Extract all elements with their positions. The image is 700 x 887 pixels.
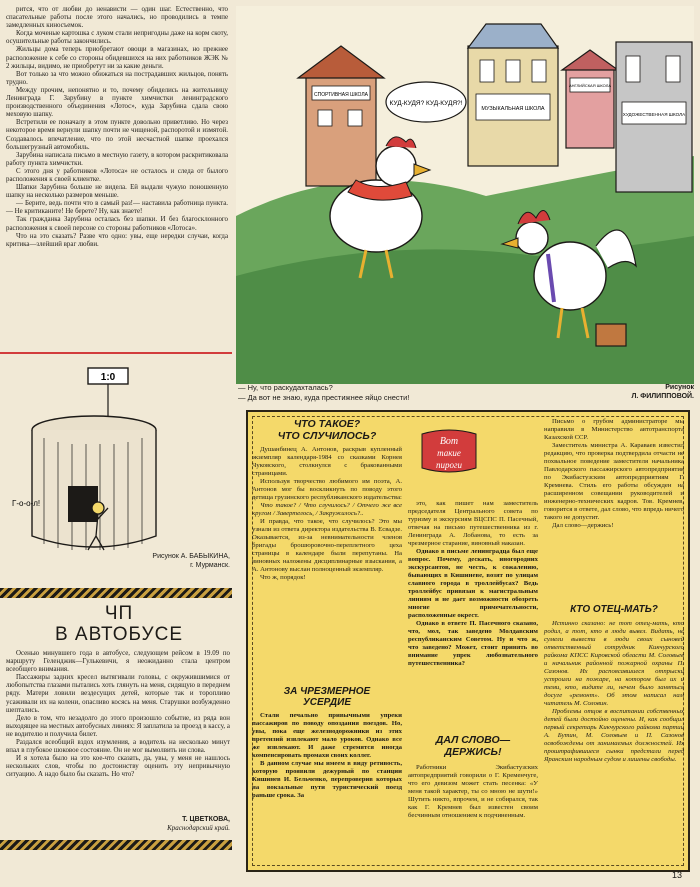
art-school-building — [616, 42, 692, 192]
paragraph: В данном случае мы имеем в виду ретивость, которую проявили дежурный по станции Кишинев И. Бельченко, перепроверив которых на вокзальные пути туристический поезд раньше срока. За — [252, 760, 402, 799]
hen-rooster-cartoon — [236, 6, 694, 384]
heading-usredie: ЗА ЧРЕЗМЕРНОЕ УСЕРДИЕ — [283, 686, 371, 708]
speech-bubble-text: КУД-КУДЯ? КУД-КУДЯ?! — [389, 100, 463, 107]
paragraph: Дал слово—держись! — [552, 522, 614, 529]
svg-text:МУЗЫКАЛЬНАЯ ШКОЛА: МУЗЫКАЛЬНАЯ ШКОЛА — [481, 106, 545, 112]
paragraph: — Берите, ведь почти что в самый раз!— наставила работница пункта.— Не критиканите! Не берете? Ну, как знаете! — [6, 200, 228, 216]
heading-dal-slovo: ДАЛ СЛОВО— ДЕРЖИСЬ! — [435, 734, 511, 758]
english-school-building — [562, 50, 618, 148]
music-school-building — [468, 24, 558, 166]
paragraph: Проблемы отцов в воспитании собственных детей были достойно оценены. И, как сообщил первый секретарь Кикчурского райкома партии А. Бутин, М. Соловьев и П. Сазонов освобождены от занимаемых должностей. Их проштрафившиеся сынки предстали перед Яранским народным судом и лишены свободы. — [544, 708, 684, 763]
paragraph: Работники Экибастузских автопредприятий говорили о Г. Кременчуге, что его девизом может стать песенка: «У меня такой характер, ты со мною не шути!» Шутить никто, впрочем, и не собирался, так как Г. Кремнев был известен своим бесчинным отношением к подчиненным. — [408, 764, 538, 819]
cartoon-dialog: — Ну, что раскудахталась? — Да вот не знаю, куда престижнее яйцо снести! — [238, 383, 410, 402]
heading-chto-takoe: ЧТО ТАКОЕ? ЧТО СЛУЧИЛОСЬ? — [277, 418, 377, 442]
paragraph: И правда, что такое, что случилось? Это мы узнали из ответа директора издательства В. Есвадзе. Оказывается, из-за невнимательности членов бригады брошюровочно-переплетного цеха страницы в календаре были перепутаны. На виновных наложены дисциплинарные взыскания, а А. Антонову выслан полноценный экземпляр. — [252, 518, 402, 573]
paragraph: Что на это сказать? Разве что одно: увы, еще нередки случаи, когда критика—злейший враг любви. — [6, 232, 228, 248]
paragraph: Стали печально привычными упреки пассажиров по поводу опоздания поездов. Но, увы, пока еще железнодорожники из этих претензий извлекают мало уроков. Однако все же извлекают. И даже стремятся иногда компенсировать промахи своих коллег. — [252, 712, 402, 759]
rope-divider-bottom — [0, 840, 232, 850]
svg-text:Вот: Вот — [439, 436, 459, 447]
what-happened-text — [252, 446, 402, 582]
paragraph: Что такое? / Что случилось? / Отчего же все кругом / Завертелось, / Закружилось?.. — [252, 502, 402, 517]
article-chp-body — [6, 650, 230, 780]
svg-text:ХУДОЖЕСТВЕННАЯ ШКОЛА: ХУДОЖЕСТВЕННАЯ ШКОЛА — [622, 112, 686, 117]
paragraph: Так гражданка Зарубина осталась без шапки. И без благосклонного расположения к своей персоне со стороны работников «Лотоса». — [6, 216, 228, 232]
big-cartoon-credit: Рисунок Л. ФИЛИППОВОЙ. — [631, 384, 694, 400]
paragraph: это, как пишет нам заместитель председателя Центрального совета по туризму и экскурсиям ВЦСПС П. Пасечный, отвечая на письмо путешественника из г. Ленинграда А. Лобанова, то есть за чрезмерное старание, виновный наказан. — [408, 500, 538, 547]
svg-text:пироги: пироги — [435, 460, 463, 470]
paragraph: Встретили ее поначалу в этом пункте довольно приветливо. Но через некоторое время вернули шапку почти не чищеной, распоротой и измятой. Создавалось впечатление, что по этой несчастной шапке проехался большегрузный автомобиль. — [6, 119, 228, 151]
vot-takie-pirogi-badge — [418, 428, 480, 476]
usredie-text — [252, 712, 402, 800]
article-title-chp: ЧП В АВТОБУСЕ — [54, 603, 184, 645]
paragraph: Осенью минувшего года в автобусе, следующем рейсом в 19.09 по маршруту Геленджик—Гулькевичи, я неожиданно стала центром всеобщего внимания. — [6, 650, 230, 674]
paragraph: Шапки Зарубина больше не видела. Ей выдали чужую поношенную шапку на несколько размеров меньше. — [6, 184, 228, 200]
svg-text:такие: такие — [437, 448, 461, 458]
red-divider — [0, 352, 232, 354]
svg-text:АНГЛИЙСКАЯ ШКОЛА: АНГЛИЙСКАЯ ШКОЛА — [568, 83, 612, 88]
paragraph: рится, что от любви до ненависти — один шаг. Естественно, что спасательные работы после этого начались, но проводились в темпе замедленных киносъемок. — [6, 6, 228, 30]
paragraph: Когда моченые картошка с луком стали непригодны даже на корм скоту, осушительные работы закончились. — [6, 30, 228, 46]
paragraph: И я хотела было на это кое-что сказать, да, увы, у меня не нашлось нескольких слов, чтобы по достоинству оценить эту непривычную ситуацию. А надо было бы сказать. Но что? — [6, 755, 230, 779]
paragraph: Однако в письме ленинградца был еще вопрос. Почему, дескать, иногородних экскурсантов, не честь, к сожалению, бывающих в Кишиневе, возят по улицам славного города в троллейбусах? Ведь троллейбус привязан к магистральным линиям и не дает возможности обозреть многие примечательности, расположенные окрест. — [408, 548, 538, 619]
paragraph: Вот только за что можно обижаться на пострадавших жильцов, понять трудно. — [6, 70, 228, 86]
paragraph: Что ж, порядок! — [260, 574, 306, 581]
paragraph: Раздался всеобщий вздох изумления, а водитель на несколько минут впал в глубокое шоковое состояние. Он не мог вымолвить ни слова. — [6, 739, 230, 755]
goal-shout: Г-о-о-л! — [12, 499, 41, 508]
paragraph: Используя творчество любимого им поэта, А. Антонов мог бы воскликнуть по поводу этого детища грузинского республиканского издательства: — [252, 478, 402, 501]
paragraph: С этого дня у работников «Лотоса» не осталось и следа от былого расположения к своей клиентке. — [6, 167, 228, 183]
paragraph: Зарубина написала письмо в местную газету, в котором раскритиковала работу пункта химчистки. — [6, 151, 228, 167]
paragraph: Истинно сказано: не тот отец-мать, кто родил, а тот, кто в люди вывел. Видать, не сумели вывести в люди своих сыновей ответственный сотрудник Кикчурского райкома КПСС Кировской области М. Соловьев и начальник районной пожарной охраны П. Сазонов. Их распоясавшиеся отпрыски устроили на пожаре, на котором был их и теми, кто, видите ли, нечем было заняться досуге «ремонт». Об этом написал нам читатель М. Соловин. — [544, 620, 684, 707]
paragraph: Пассажиры задних кресел вытягивали головы, с окружившимися от любопытства глазами пытались хоть глянуть на меня, сидящую в переднем ряду. Матери ловили вездесущих детей, которые так и торопливо усаживали их на колени, опасливо косясь на меня. Старушки возбужденно шептались. — [6, 674, 230, 714]
paragraph: Душанбинец А. Антонов, раскрыв купленный экземпляр календаря-1984 со сказками Корнея Чуковского, столкнулся с бракованными страницами. — [252, 446, 402, 477]
kto-otec-text — [544, 620, 684, 764]
heading-kto-otec: КТО ОТЕЦ-МАТЬ? — [570, 604, 658, 615]
scoreboard-text: 1:0 — [100, 372, 116, 383]
paragraph: Жильцы дома теперь приобретают овощи в магазинах, но прежнее расположение к себе со стороны обидевшихся на них работников ЖЭК № 2 жильцы, видимо, не приобретут ни за какие деньги. — [6, 46, 228, 70]
paragraph: Однако в ответе П. Пасечного сказано, что, мол, так заведено Молдавским республиканским Советом. Ну и что ж, что заведено? Может, стоит принять во внимание упрек любознательного путешественника? — [408, 620, 538, 667]
rope-divider-top — [0, 588, 232, 598]
svg-text:СПОРТИВНАЯ ШКОЛА: СПОРТИВНАЯ ШКОЛА — [313, 92, 369, 98]
page-number: 13 — [672, 870, 683, 880]
small-cartoon-caption: Рисунок А. БАБЫКИНА, г. Мурманск. — [152, 553, 230, 569]
paragraph: Заместитель министра А. Караваев известил редакцию, что проверка подтвердила отчасти не похвальное поведение заместителя начальника Павлодарского пассажирского автопредприятия по Экибастузским автопредприятиям Г. Кремнева. Стиль его работы обсужден на расширенном совещании руководителей и инженерно-технических кадров. Тов. Кремнев, говорится в ответе, дал слово, что впредь ничего такого не допустит. — [544, 442, 684, 521]
middle-column-text — [408, 500, 538, 668]
paragraph: Дело в том, что незадолго до этого произошло событие, из ряда вон выходящее на местных автобусных линиях: Я заплатила за проезд в кассу, а не водителю и получила билет. — [6, 714, 230, 738]
article-signature: Т. ЦВЕТКОВА, Краснодарский край. — [167, 816, 230, 832]
right-column-text — [544, 418, 684, 530]
dal-slovo-text — [408, 764, 538, 820]
left-column-text — [6, 6, 228, 249]
paragraph: Письмо о грубом администраторе мы направили в Министерство автотранспорта Казахской ССР. — [544, 418, 684, 441]
paragraph: Между прочим, непонятно и то, почему обиделись на жительницу Ленинграда Г. Зарубину в пункте химчистки ленинградского производственного объединения «Лотос», куда Зарубина сдала свою меховую шапку. — [6, 86, 228, 119]
